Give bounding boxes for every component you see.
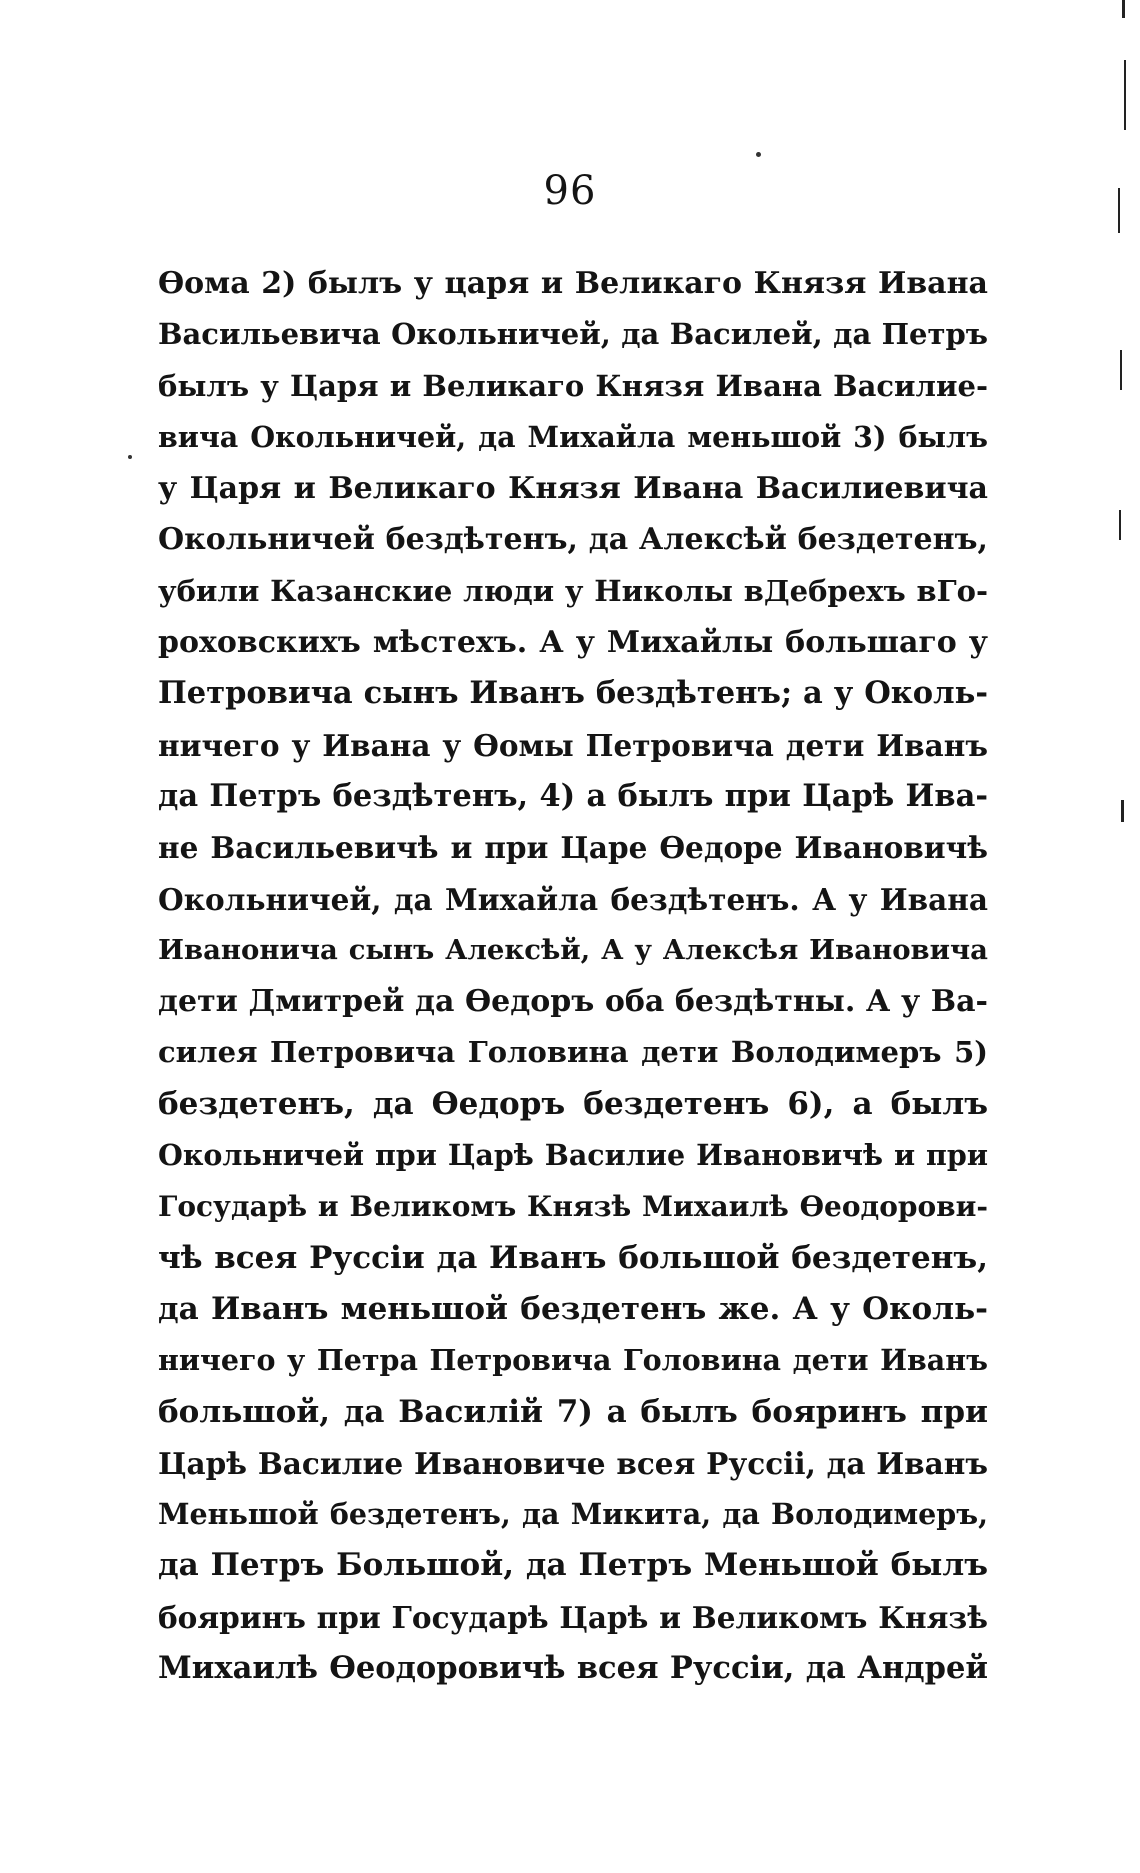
text-line: у Царя и Великаго Князя Ивана Василиевича — [158, 471, 988, 507]
text-line: да Петръ бездѣтенъ, 4) а былъ при Царѣ Ива- — [158, 777, 988, 814]
text-line: да Иванъ меньшой бездетенъ же. А у Околь- — [158, 1290, 988, 1327]
text-line: роховскихъ мѣстехъ. А у Михайлы большаго у — [158, 625, 988, 661]
scan-speck — [756, 152, 761, 157]
text-line: Государѣ и Великомъ Князѣ Михаилѣ Ѳеодорови- — [158, 1190, 988, 1224]
text-line: Михаилѣ Ѳеодоровичѣ всея Руссіи, да Андрей — [158, 1650, 988, 1687]
text-line: ничего у Ивана у Ѳомы Петровича дети Иванъ — [158, 727, 988, 763]
text-line: не Васильевичѣ и при Царе Ѳедоре Ивановичѣ — [158, 830, 988, 866]
body-text — [158, 258, 988, 1694]
text-line: Окольничей бездѣтенъ, да Алексѣй бездетенъ, — [158, 522, 988, 558]
text-line: Ѳома 2) былъ у царя и Великаго Князя Ивана — [158, 266, 988, 301]
text-line: большой, да Василій 7) а былъ бояринъ при — [158, 1393, 988, 1430]
scan-speck — [128, 455, 132, 459]
scan-edge-mark — [1122, 0, 1125, 18]
text-line: ничего у Петра Петровича Головина дети Иванъ — [158, 1343, 988, 1378]
text-line: Окольничей при Царѣ Василие Ивановичѣ и при — [158, 1138, 988, 1173]
text-line: убили Казанские люди у Николы вДебрехъ вГо- — [158, 573, 988, 608]
scan-edge-mark — [1121, 800, 1124, 822]
text-line: чѣ всея Руссіи да Иванъ большой бездетенъ, — [158, 1239, 988, 1276]
text-line: Меньшой бездетенъ, да Микита, да Володимеръ, — [158, 1497, 988, 1532]
text-line: бояринъ при Государѣ Царѣ и Великомъ Князѣ — [158, 1599, 988, 1635]
text-line: дети Дмитрей да Ѳедоръ оба бездѣтны. А у Ва- — [158, 984, 988, 1020]
text-line: Царѣ Василие Ивановиче всея Руссіі, да Иванъ — [158, 1445, 988, 1481]
text-line: Окольничей, да Михайла бездѣтенъ. А у Ивана — [158, 881, 988, 917]
scan-edge-mark — [1124, 60, 1126, 130]
text-line: вича Окольничей, да Михайла меньшой 3) былъ — [158, 419, 988, 454]
text-line: силея Петровича Головина дети Володимеръ 5) — [158, 1035, 988, 1070]
text-line: былъ у Царя и Великаго Князя Ивана Василие- — [158, 368, 988, 403]
text-line: бездетенъ, да Ѳедоръ бездетенъ 6), а былъ — [158, 1085, 988, 1122]
page-number: 96 — [543, 168, 597, 214]
scan-edge-mark — [1120, 350, 1122, 390]
text-line: Иванонича сынъ Алексѣй, А у Алексѣя Ивановича — [158, 933, 988, 966]
scan-edge-mark — [1119, 510, 1121, 540]
text-line: Петровича сынъ Иванъ бездѣтенъ; а у Околь- — [158, 675, 988, 712]
text-line: да Петръ Большой, да Петръ Меньшой былъ — [158, 1547, 988, 1584]
scan-edge-mark — [1118, 188, 1120, 233]
text-line: Васильевича Окольничей, да Василей, да Петръ — [158, 317, 988, 352]
